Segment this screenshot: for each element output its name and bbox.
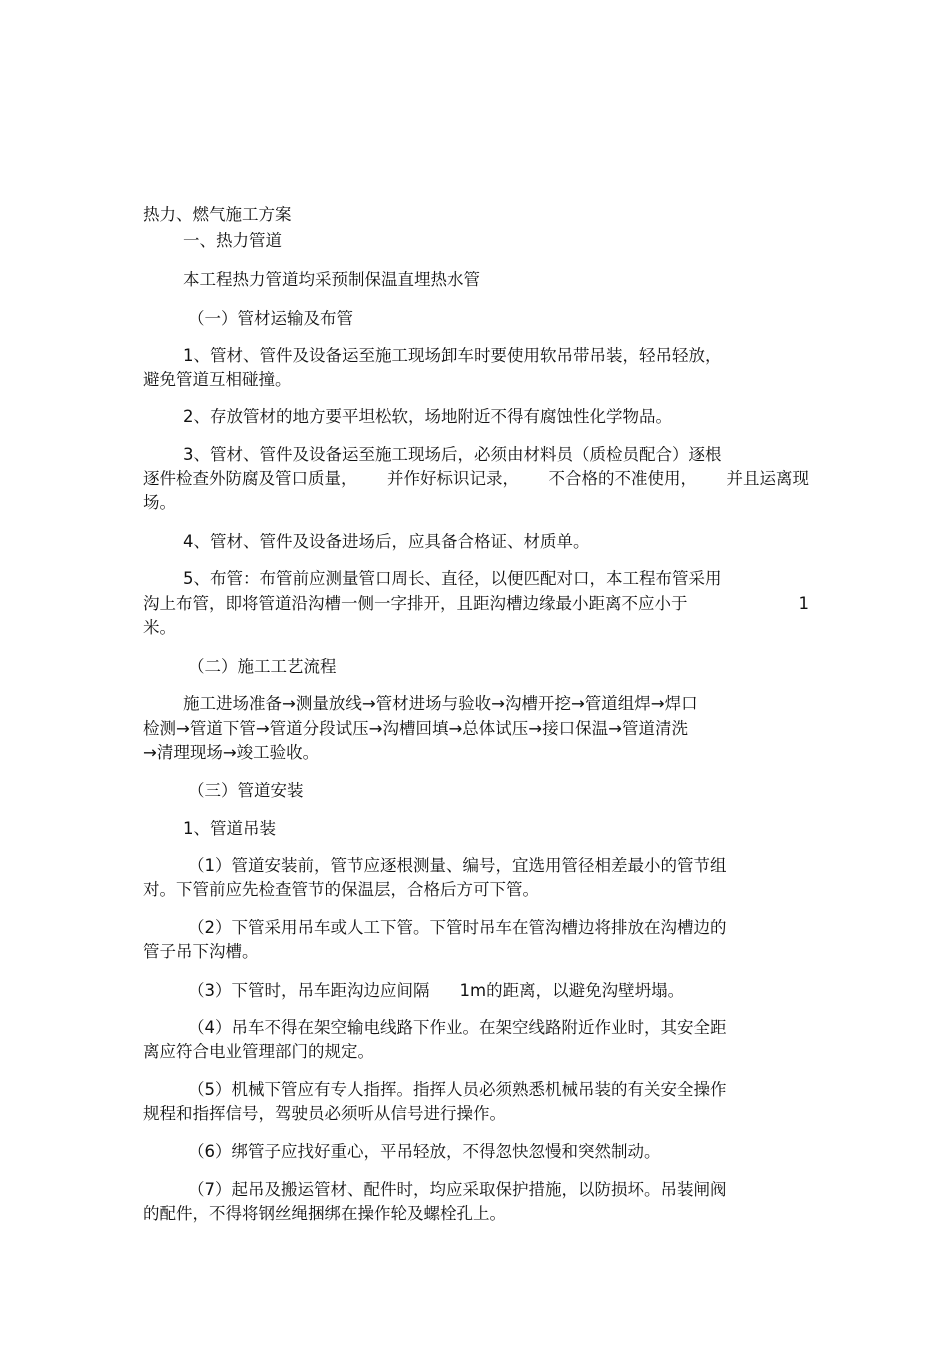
paragraph-line bbox=[188, 979, 684, 1003]
paragraph-line: （1）管道安装前，管节应逐根测量、编号，宜选用管径相差最小的管节组 bbox=[188, 856, 727, 875]
paragraph-line bbox=[143, 592, 809, 616]
paragraph-line: （6）绑管子应找好重心，平吊轻放，不得忽快忽慢和突然制动。 bbox=[188, 1142, 661, 1161]
paragraph-line: 离应符合电业管理部门的规定。 bbox=[143, 1042, 374, 1061]
paragraph-line: （7）起吊及搬运管材、配件时，均应采取保护措施，以防损坏。吊装闸阀 bbox=[188, 1180, 727, 1199]
paragraph-line: 对。下管前应先检查管节的保温层，合格后方可下管。 bbox=[143, 880, 539, 899]
subsection-heading: （三）管道安装 bbox=[188, 781, 304, 800]
paragraph-line: 施工进场准备→测量放线→管材进场与验收→沟槽开挖→管道组焊→焊口 bbox=[183, 694, 698, 713]
paragraph: 本工程热力管道均采预制保温直埋热水管 bbox=[183, 270, 480, 289]
text-segment: 沟上布管，即将管道沿沟槽一侧一字排开，且距沟槽边缘最小距离不应小于 bbox=[143, 594, 688, 613]
paragraph-line: 规程和指挥信号，驾驶员必须听从信号进行操作。 bbox=[143, 1104, 506, 1123]
paragraph-line: 检测→管道下管→管道分段试压→沟槽回填→总体试压→接口保温→管道清洗 bbox=[143, 719, 688, 738]
paragraph-line: 管子吊下沟槽。 bbox=[143, 942, 259, 961]
item-heading: 1、管道吊装 bbox=[183, 819, 276, 838]
subsection-heading: （一）管材运输及布管 bbox=[188, 309, 353, 328]
paragraph-line: 1、管材、管件及设备运至施工现场卸车时要使用软吊带吊装，轻吊轻放， bbox=[183, 346, 722, 365]
text-segment: 并且运离现 bbox=[726, 469, 809, 488]
paragraph-line: 2、存放管材的地方要平坦松软，场地附近不得有腐蚀性化学物品。 bbox=[183, 407, 672, 426]
paragraph-line: 3、管材、管件及设备运至施工现场后，必须由材料员（质检员配合）逐根 bbox=[183, 445, 722, 464]
section-heading: 一、热力管道 bbox=[183, 231, 282, 250]
paragraph-line: →清理现场→竣工验收。 bbox=[143, 743, 320, 762]
document-title: 热力、燃气施工方案 bbox=[143, 205, 292, 224]
paragraph-line: 避免管道互相碰撞。 bbox=[143, 370, 292, 389]
paragraph-line: 场。 bbox=[143, 493, 176, 512]
text-segment: 逐件检查外防腐及管口质量， bbox=[143, 469, 358, 488]
text-segment: 1 bbox=[798, 594, 809, 613]
text-segment: 不合格的不准使用， bbox=[548, 469, 697, 488]
paragraph-line: （5）机械下管应有专人指挥。指挥人员必须熟悉机械吊装的有关安全操作 bbox=[188, 1080, 727, 1099]
text-segment: （3）下管时，吊车距沟边应间隔 bbox=[188, 981, 430, 1000]
paragraph-line: （4）吊车不得在架空输电线路下作业。在架空线路附近作业时，其安全距 bbox=[188, 1018, 727, 1037]
text-segment: 1m的距离，以避免沟壁坍塌。 bbox=[459, 981, 685, 1000]
subsection-heading: （二）施工工艺流程 bbox=[188, 657, 337, 676]
paragraph-line: 5、布管：布管前应测量管口周长、直径，以便匹配对口，本工程布管采用 bbox=[183, 569, 722, 588]
paragraph-line bbox=[143, 467, 809, 491]
paragraph-line: （2）下管采用吊车或人工下管。下管时吊车在管沟槽边将排放在沟槽边的 bbox=[188, 918, 727, 937]
paragraph-line: 米。 bbox=[143, 618, 176, 637]
paragraph-line: 的配件，不得将钢丝绳捆绑在操作轮及螺栓孔上。 bbox=[143, 1204, 506, 1223]
text-segment: 并作好标识记录， bbox=[387, 469, 519, 488]
paragraph-line: 4、管材、管件及设备进场后，应具备合格证、材质单。 bbox=[183, 532, 590, 551]
